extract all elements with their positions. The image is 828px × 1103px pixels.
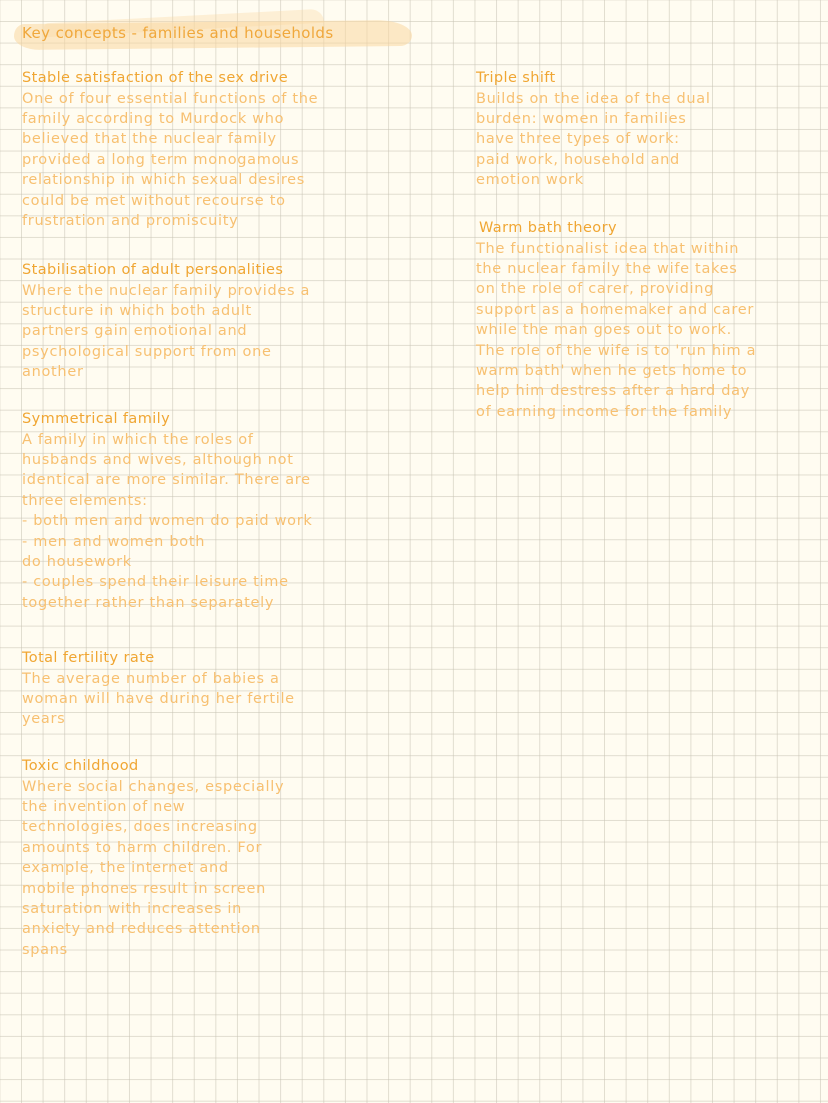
concept-line: family according to Murdock who [22, 110, 285, 127]
concept-line: woman will have during her fertile [22, 690, 295, 707]
concept-line: - couples spend their leisure time [22, 574, 289, 591]
concept-stabilisation-adult-personalities [22, 260, 310, 383]
page-title: Key concepts - families and households [22, 24, 334, 42]
concept-line: three elements: [22, 492, 148, 509]
concept-total-fertility-rate [22, 648, 295, 730]
concept-line: A family in which the roles of [22, 431, 254, 448]
concept-heading: Symmetrical family [22, 411, 171, 427]
concept-line: husbands and wives, although not [22, 451, 294, 468]
concept-line: the nuclear family the wife takes [476, 260, 738, 277]
concept-warm-bath-theory [476, 218, 757, 422]
concept-triple-shift [476, 68, 711, 191]
concept-heading: Stabilisation of adult personalities [22, 262, 284, 278]
concept-line: spans [22, 941, 68, 958]
concept-line: anxiety and reduces attention [22, 921, 261, 938]
title-highlight [14, 16, 412, 50]
concept-stable-satisfaction [22, 68, 318, 231]
concept-line: do housework [22, 553, 132, 570]
concept-line: saturation with increases in [22, 900, 243, 917]
concept-line: of earning income for the family [476, 403, 733, 420]
concept-line: emotion work [476, 172, 584, 189]
concept-line: technologies, does increasing [22, 819, 258, 836]
concept-line: One of four essential functions of the [22, 90, 319, 107]
concept-line: another [22, 364, 84, 381]
concept-line: on the role of carer, providing [476, 281, 714, 298]
concept-line: The role of the wife is to 'run him a [476, 342, 757, 359]
concept-line: The functionalist idea that within [476, 240, 740, 257]
concept-line: warm bath' when he gets home to [476, 362, 748, 379]
concept-line: psychological support from one [22, 343, 272, 360]
concept-line: mobile phones result in screen [22, 880, 266, 897]
concept-line: believed that the nuclear family [22, 131, 277, 148]
concept-line: structure in which both adult [22, 302, 252, 319]
concept-line: - men and women both [22, 533, 206, 550]
concept-line: frustration and promiscuity [22, 212, 239, 229]
concept-line: identical are more similar. There are [22, 472, 311, 489]
concept-line: provided a long term monogamous [22, 151, 300, 168]
concept-heading: Total fertility rate [22, 650, 155, 666]
concept-line: the invention of new [22, 798, 186, 815]
concept-heading: Toxic childhood [22, 758, 139, 774]
concept-line: Where the nuclear family provides a [22, 282, 311, 299]
concept-line: burden: women in families [476, 110, 687, 127]
concept-line: relationship in which sexual desires [22, 172, 306, 189]
concept-line: - both men and women do paid work [22, 513, 313, 530]
concept-line: years [22, 711, 66, 728]
concept-heading: Stable satisfaction of the sex drive [22, 70, 289, 86]
concept-line: partners gain emotional and [22, 323, 248, 340]
concept-line: while the man goes out to work. [476, 322, 732, 339]
concept-heading: Warm bath theory [479, 220, 617, 236]
concept-line: amounts to harm children. For [22, 839, 263, 856]
concept-line: have three types of work: [476, 131, 680, 148]
concept-line: Where social changes, especially [22, 778, 285, 795]
concept-line: support as a homemaker and carer [476, 301, 754, 318]
concept-line: together rather than separately [22, 594, 275, 611]
concept-line: help him destress after a hard day [476, 383, 751, 400]
concept-symmetrical-family [22, 409, 313, 613]
concept-line: The average number of babies a [22, 670, 280, 687]
concept-line: Builds on the idea of the dual [476, 90, 711, 107]
concept-line: paid work, household and [476, 151, 680, 168]
concept-toxic-childhood [22, 756, 284, 960]
concept-line: could be met without recourse to [22, 192, 286, 209]
concept-line: example, the internet and [22, 860, 229, 877]
concept-heading: Triple shift [476, 70, 556, 86]
